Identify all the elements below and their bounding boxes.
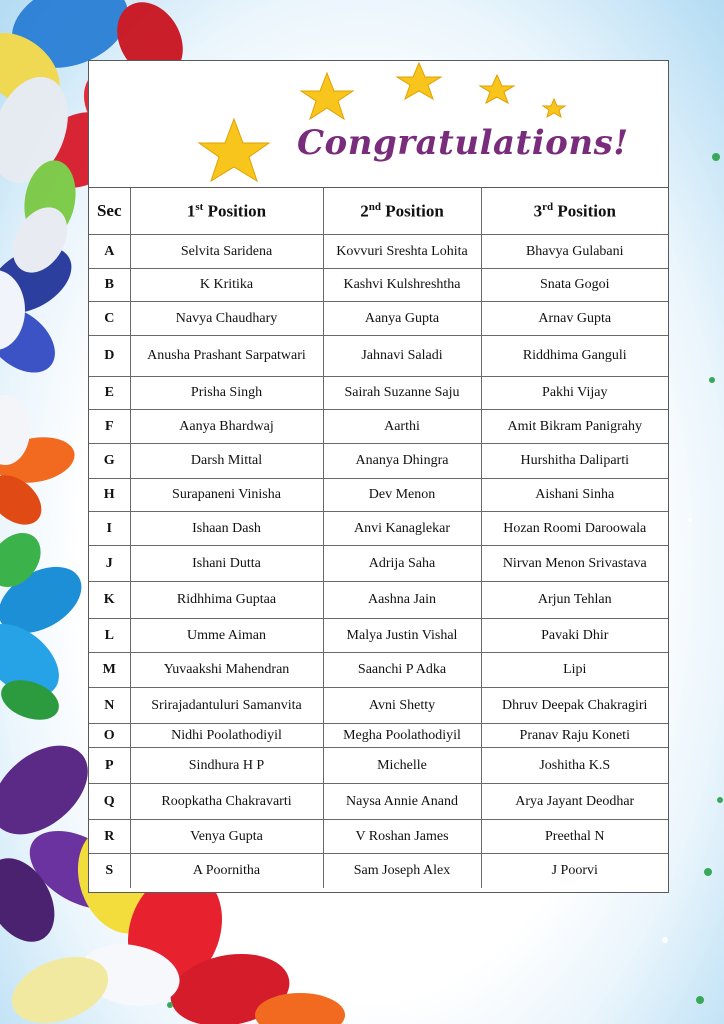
section-cell: A — [89, 235, 130, 269]
section-cell: M — [89, 653, 130, 688]
table-row — [89, 619, 668, 653]
first-position-cell: Prisha Singh — [130, 377, 323, 410]
second-position-cell: Jahnavi Saladi — [323, 336, 481, 377]
first-position-cell: A Poornitha — [130, 854, 323, 888]
table-row — [89, 269, 668, 302]
first-position-cell: Yuvaakshi Mahendran — [130, 653, 323, 688]
third-position-cell: Aishani Sinha — [481, 479, 668, 512]
first-position-cell: Surapaneni Vinisha — [130, 479, 323, 512]
section-cell: I — [89, 512, 130, 546]
second-position-cell: Kashvi Kulshreshtha — [323, 269, 481, 302]
third-position-cell: Amit Bikram Panigrahy — [481, 410, 668, 444]
first-position-cell: Venya Gupta — [130, 820, 323, 854]
star-icon — [301, 73, 353, 119]
section-cell: P — [89, 748, 130, 784]
section-cell: L — [89, 619, 130, 653]
section-cell: C — [89, 302, 130, 336]
second-position-cell: Sam Joseph Alex — [323, 854, 481, 888]
table-row — [89, 724, 668, 748]
first-position-cell: Srirajadantuluri Samanvita — [130, 688, 323, 724]
table-row — [89, 688, 668, 724]
section-cell: O — [89, 724, 130, 748]
first-position-cell: Umme Aiman — [130, 619, 323, 653]
second-position-cell: V Roshan James — [323, 820, 481, 854]
third-position-cell: Pavaki Dhir — [481, 619, 668, 653]
table-header-row — [89, 188, 668, 235]
second-position-cell: Ananya Dhingra — [323, 444, 481, 479]
second-position-cell: Saanchi P Adka — [323, 653, 481, 688]
second-position-cell: Avni Shetty — [323, 688, 481, 724]
section-cell: H — [89, 479, 130, 512]
first-position-cell: Darsh Mittal — [130, 444, 323, 479]
second-position-cell: Naysa Annie Anand — [323, 784, 481, 820]
first-position-cell: Aanya Bhardwaj — [130, 410, 323, 444]
third-position-cell: Hozan Roomi Daroowala — [481, 512, 668, 546]
header-third-position: 3rd Position — [481, 188, 668, 235]
third-position-cell: Arjun Tehlan — [481, 582, 668, 619]
table-row — [89, 302, 668, 336]
section-cell: K — [89, 582, 130, 619]
results-table — [89, 188, 668, 888]
table-row — [89, 854, 668, 888]
first-position-cell: Nidhi Poolathodiyil — [130, 724, 323, 748]
star-icon — [397, 63, 441, 99]
second-position-cell: Malya Justin Vishal — [323, 619, 481, 653]
second-position-cell: Megha Poolathodiyil — [323, 724, 481, 748]
third-position-cell: Joshitha K.S — [481, 748, 668, 784]
table-row — [89, 410, 668, 444]
section-cell: J — [89, 546, 130, 582]
third-position-cell: Arya Jayant Deodhar — [481, 784, 668, 820]
congratulations-banner — [89, 61, 668, 188]
section-cell: G — [89, 444, 130, 479]
header-sec: Sec — [89, 188, 130, 235]
results-body — [89, 235, 668, 888]
second-position-cell: Anvi Kanaglekar — [323, 512, 481, 546]
second-position-cell: Sairah Suzanne Saju — [323, 377, 481, 410]
first-position-cell: Anusha Prashant Sarpatwari — [130, 336, 323, 377]
header-first-position: 1st Position — [130, 188, 323, 235]
third-position-cell: Preethal N — [481, 820, 668, 854]
section-cell: N — [89, 688, 130, 724]
first-position-cell: K Kritika — [130, 269, 323, 302]
section-cell: E — [89, 377, 130, 410]
table-row — [89, 784, 668, 820]
table-row — [89, 653, 668, 688]
congratulations-title: Congratulations! — [297, 123, 629, 163]
third-position-cell: Arnav Gupta — [481, 302, 668, 336]
table-row — [89, 820, 668, 854]
table-row — [89, 546, 668, 582]
section-cell: B — [89, 269, 130, 302]
flower-icon — [0, 523, 93, 727]
table-row — [89, 235, 668, 269]
second-position-cell: Aanya Gupta — [323, 302, 481, 336]
third-position-cell: Bhavya Gulabani — [481, 235, 668, 269]
second-position-cell: Dev Menon — [323, 479, 481, 512]
second-position-cell: Michelle — [323, 748, 481, 784]
table-row — [89, 444, 668, 479]
table-row — [89, 582, 668, 619]
second-position-cell: Adrija Saha — [323, 546, 481, 582]
third-position-cell: Dhruv Deepak Chakragiri — [481, 688, 668, 724]
third-position-cell: Lipi — [481, 653, 668, 688]
first-position-cell: Ridhhima Guptaa — [130, 582, 323, 619]
first-position-cell: Navya Chaudhary — [130, 302, 323, 336]
first-position-cell: Ishani Dutta — [130, 546, 323, 582]
table-row — [89, 377, 668, 410]
table-row — [89, 336, 668, 377]
star-icon — [199, 119, 269, 181]
third-position-cell: Pakhi Vijay — [481, 377, 668, 410]
section-cell: S — [89, 854, 130, 888]
header-second-position: 2nd Position — [323, 188, 481, 235]
first-position-cell: Selvita Saridena — [130, 235, 323, 269]
star-icon — [480, 75, 514, 103]
section-cell: F — [89, 410, 130, 444]
section-cell: Q — [89, 784, 130, 820]
third-position-cell: Hurshitha Daliparti — [481, 444, 668, 479]
first-position-cell: Sindhura H P — [130, 748, 323, 784]
third-position-cell: Nirvan Menon Srivastava — [481, 546, 668, 582]
third-position-cell: Riddhima Ganguli — [481, 336, 668, 377]
star-icon — [543, 99, 565, 117]
first-position-cell: Roopkatha Chakravarti — [130, 784, 323, 820]
table-row — [89, 748, 668, 784]
flower-icon — [0, 395, 78, 535]
third-position-cell: J Poorvi — [481, 854, 668, 888]
table-row — [89, 479, 668, 512]
second-position-cell: Kovvuri Sreshta Lohita — [323, 235, 481, 269]
results-sheet — [88, 60, 669, 893]
section-cell: D — [89, 336, 130, 377]
second-position-cell: Aarthi — [323, 410, 481, 444]
second-position-cell: Aashna Jain — [323, 582, 481, 619]
first-position-cell: Ishaan Dash — [130, 512, 323, 546]
section-cell: R — [89, 820, 130, 854]
third-position-cell: Pranav Raju Koneti — [481, 724, 668, 748]
flower-icon — [0, 198, 83, 386]
third-position-cell: Snata Gogoi — [481, 269, 668, 302]
table-row — [89, 512, 668, 546]
